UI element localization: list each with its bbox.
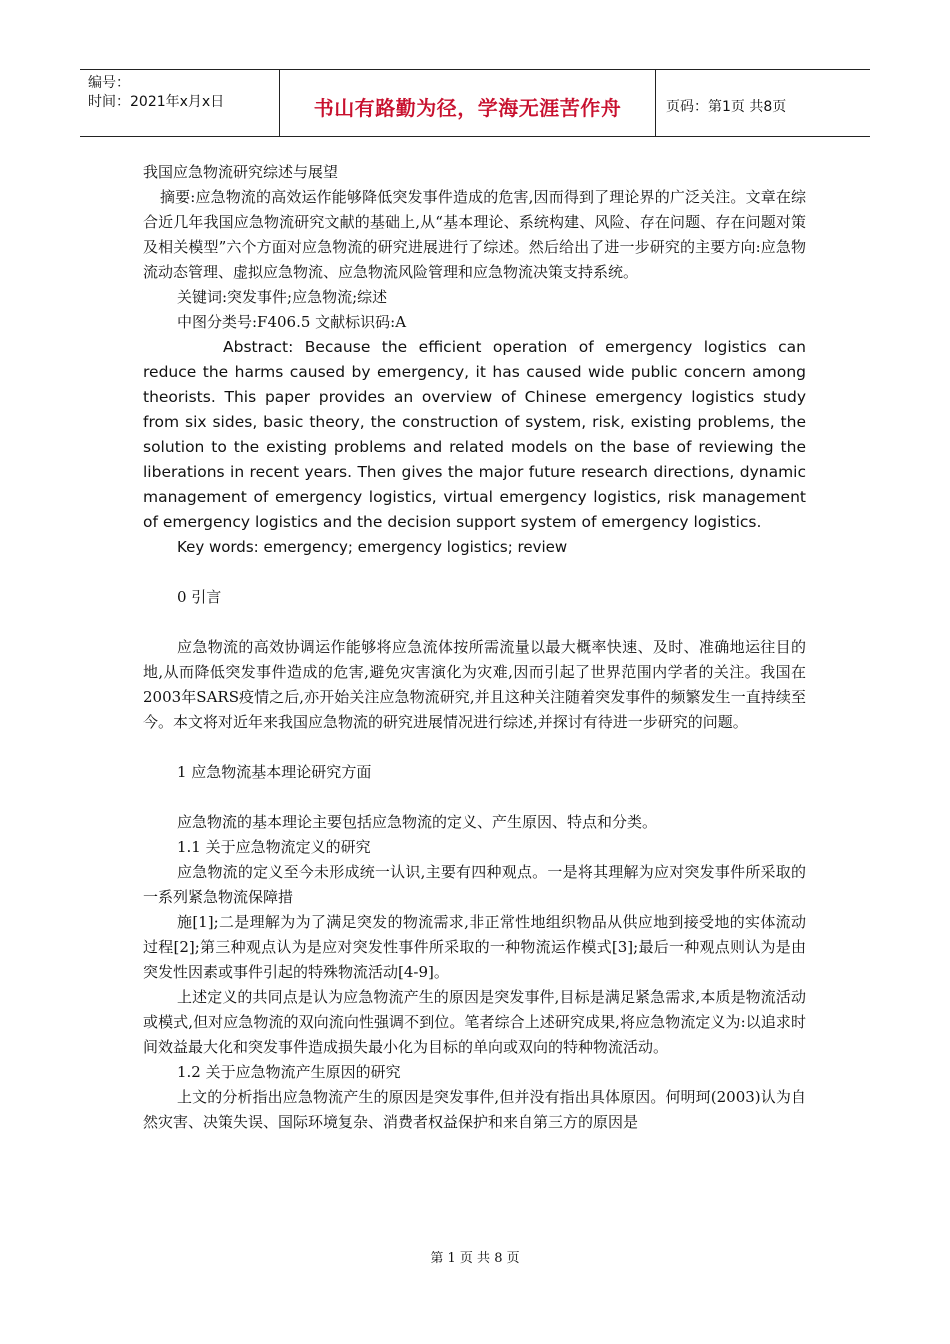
- section-1-1-paragraph-2: 施[1];二是理解为为了满足突发的物流需求,非正常性地组织物品从供应地到接受地的实体流动过程[2];第三种观点认为是应对突发性事件所采取的一种物流运作模式[3];最后一种观点则认为是由突发性因素或事件引起的特殊物流活动[4-9]。: [143, 913, 806, 981]
- header-page-info: 页码：第1页 共8页: [666, 99, 787, 115]
- abstract-en: Abstract: Because the efficient operation of emergency logistics can reduce the harms caused by emergency, it has caused wide public concern among theorists. This paper provides an overview of Chinese emergency logistics study from six sides, basic theory, the construction of system, risk, existing problems, the solution to the existing problems and related models on the base of reviewing the liberations in recent years. Then gives the major future research directions, dynamic management of emergency logistics, virtual emergency logistics, risk management of emergency logistics and the decision support system of emergency logistics.: [143, 338, 806, 531]
- code-label: 编号：: [88, 75, 130, 91]
- document-body: [143, 160, 806, 1135]
- section-1-2-paragraph-1: 上文的分析指出应急物流产生的原因是突发事件,但并没有指出具体原因。何明珂(2003)认为自然灾害、决策失误、国际环境复杂、消费者权益保护和来自第三方的原因是: [143, 1088, 806, 1131]
- keywords-en: Key words: emergency; emergency logistics; review: [177, 538, 568, 556]
- header-table: [80, 69, 870, 137]
- classification: 中图分类号:F406.5 文献标识码:A: [177, 313, 407, 331]
- section-1-2-heading: 1.2 关于应急物流产生原因的研究: [177, 1063, 401, 1081]
- section-1-1-paragraph-3: 上述定义的共同点是认为应急物流产生的原因是突发事件,目标是满足紧急需求,本质是物流活动或模式,但对应急物流的双向流向性强调不到位。笔者综合上述研究成果,将应急物流定义为:以追求时间效益最大化和突发事件造成损失最小化为目标的单向或双向的特种物流活动。: [143, 988, 806, 1056]
- header-motto: 书山有路勤为径，学海无涯苦作舟: [313, 95, 622, 120]
- section-1-1-heading: 1.1 关于应急物流定义的研究: [177, 838, 371, 856]
- time-label: 时间：2021年x月x日: [88, 94, 225, 110]
- doc-title: 我国应急物流研究综述与展望: [143, 163, 339, 181]
- keywords-cn: 关键词:突发事件;应急物流;综述: [177, 288, 388, 306]
- section-0-paragraph: 应急物流的高效协调运作能够将应急流体按所需流量以最大概率快速、及时、准确地运往目的地,从而降低突发事件造成的危害,避免灾害演化为灾难,因而引起了世界范围内学者的关注。我国在2003年SARS疫情之后,亦开始关注应急物流研究,并且这种关注随着突发事件的频繁发生一直持续至今。本文将对近年来我国应急物流的研究进展情况进行综述,并探讨有待进一步研究的问题。: [143, 638, 806, 731]
- section-1-1-paragraph-1: 应急物流的定义至今未形成统一认识,主要有四种观点。一是将其理解为应对突发事件所采取的一系列紧急物流保障措: [143, 863, 806, 906]
- abstract-cn: 摘要:应急物流的高效运作能够降低突发事件造成的危害,因而得到了理论界的广泛关注。文章在综合近几年我国应急物流研究文献的基础上,从“基本理论、系统构建、风险、存在问题、存在问题对策及相关模型”六个方面对应急物流的研究进展进行了综述。然后给出了进一步研究的主要方向:应急物流动态管理、虚拟应急物流、应急物流风险管理和应急物流决策支持系统。: [143, 188, 806, 281]
- header-meta: [80, 70, 280, 136]
- section-1-intro: 应急物流的基本理论主要包括应急物流的定义、产生原因、特点和分类。: [177, 813, 658, 831]
- header-motto-cell: [280, 70, 656, 136]
- section-1-heading: 1 应急物流基本理论研究方面: [177, 763, 372, 781]
- section-0-heading: 0 引言: [177, 588, 222, 606]
- page-footer: 第 1 页 共 8 页: [430, 1251, 520, 1266]
